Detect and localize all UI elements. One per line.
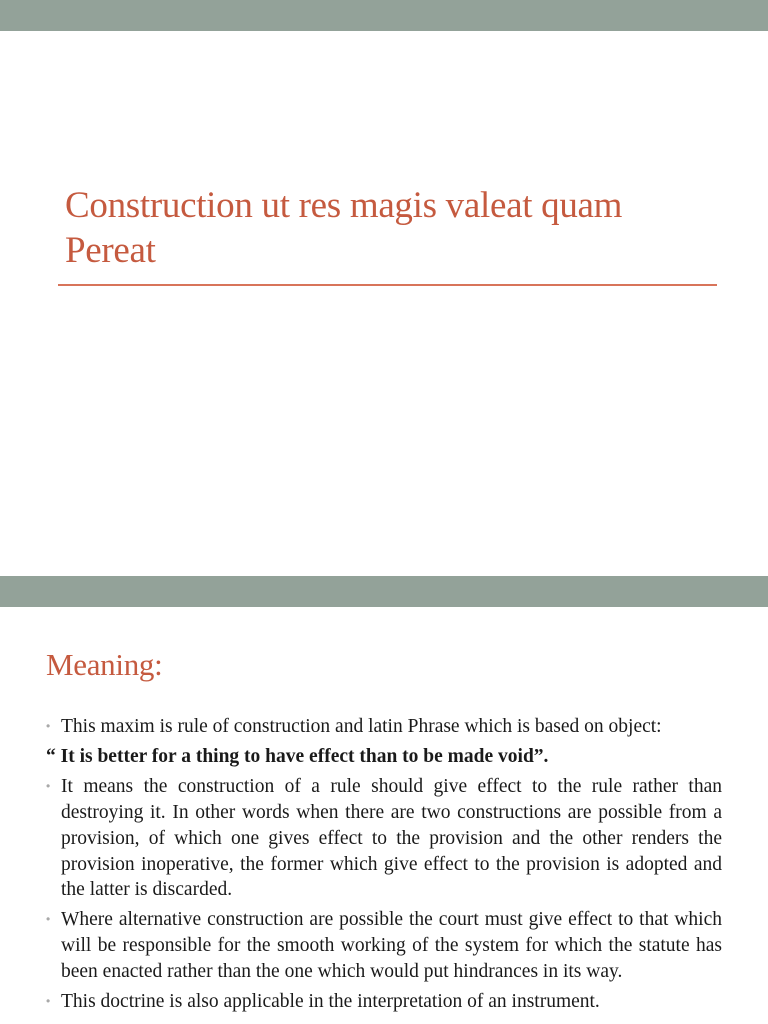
list-item <box>46 907 722 984</box>
slide-title: Construction ut res magis valeat quam Pereat <box>65 185 623 271</box>
list-item <box>46 989 722 1015</box>
bullet-icon: • <box>46 994 51 1009</box>
list-item <box>46 774 722 903</box>
bullet-list <box>46 714 722 1019</box>
list-item-text: It means the construction of a rule should give effect to the rule rather than destroying it. In other words when there are two constructions are possible from a provision, of which one gives effect to the provision and the other renders the provision inoperative, the former which give effect to the provision is adopted and the latter is discarded. <box>61 776 722 901</box>
quote-line <box>46 744 722 770</box>
list-item-text: This maxim is rule of construction and latin Phrase which is based on object: <box>61 716 662 737</box>
list-item <box>46 714 722 740</box>
bullet-icon: • <box>46 719 51 733</box>
bullet-icon: • <box>46 912 51 927</box>
list-item-text: This doctrine is also applicable in the interpretation of an instrument. <box>61 991 600 1013</box>
bullet-icon: • <box>46 779 51 794</box>
quote-text: “ It is better for a thing to have effect than to be made void”. <box>46 746 549 768</box>
list-item-text: Where alternative construction are possible the court must give effect to that which will be responsible for the smooth working of the system for which the statute has been enacted rather than the one which would put hindrances in its way. <box>61 909 722 982</box>
slide-top-bar <box>0 0 768 31</box>
content-slide <box>0 576 768 1024</box>
slide-heading: Meaning: <box>46 647 163 682</box>
title-underline <box>58 284 717 286</box>
slide-top-bar <box>0 576 768 607</box>
